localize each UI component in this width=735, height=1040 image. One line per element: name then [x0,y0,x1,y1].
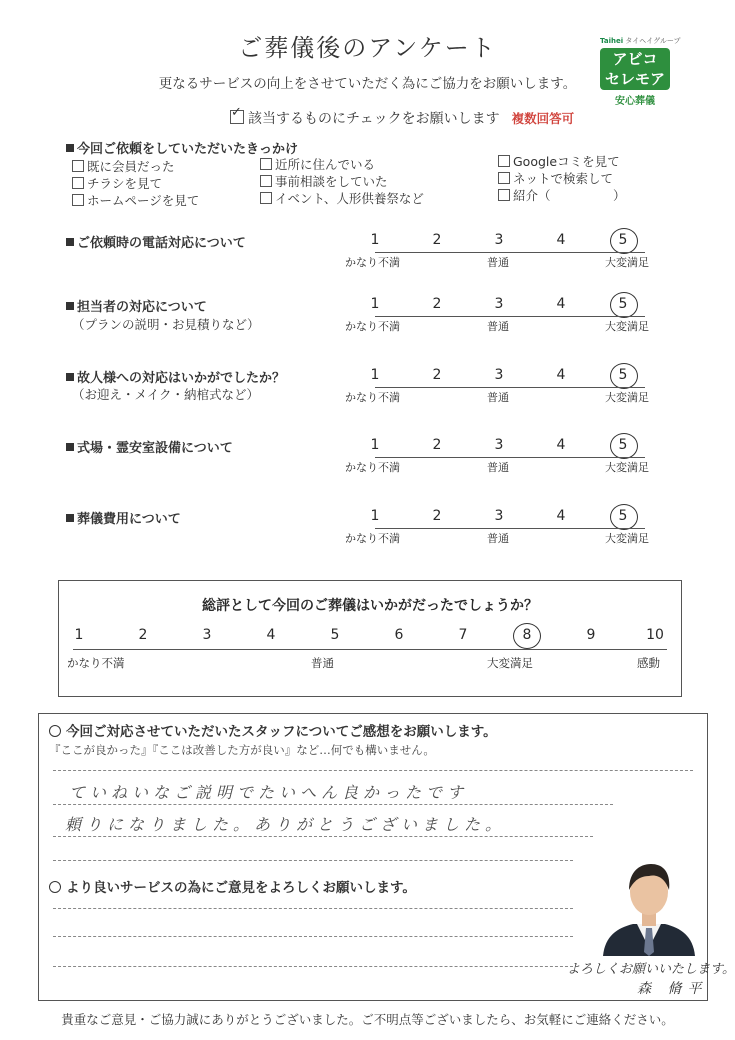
overall-question: 総評として今回のご葬儀はいかがだったでしょうか？ [202,598,538,614]
checkbox[interactable] [260,158,272,170]
overall-selected-circle [513,623,541,649]
rating-option-2[interactable]: 2 [432,232,442,248]
low-label: かなり不満 [345,532,400,545]
rating-option-3[interactable]: 3 [494,508,504,524]
rating-option-1[interactable]: 1 [370,232,380,248]
footer-text: 貴重なご意見・ご協力誠にありがとうございました。ご不明点等ございましたら、お気軽にご連絡ください。 [61,1012,674,1027]
scale-line [375,387,645,388]
staff-hint: 『ここが良かった』『ここは改善した方が良い』など…何でも構いません。 [49,743,435,757]
high-label: 大変満足 [605,461,649,474]
high-label: 大変満足 [605,256,649,269]
mid-label: 普通 [487,320,509,333]
low-label: かなり不満 [345,320,400,333]
option-neighborhood[interactable]: 近所に住んでいる [260,155,375,173]
page-subtitle: 更なるサービスの向上をさせていただく為にご協力をお願いします。 [158,76,577,92]
option-google[interactable]: Googleコミを見て [498,152,620,170]
option-search[interactable]: ネットで検索して [498,169,613,187]
rating-option-4[interactable]: 4 [556,367,566,383]
page-title: ご葬儀後のアンケート [238,34,497,62]
rating-option-2[interactable]: 2 [432,367,442,383]
rating-title-phone: ご依頼時の電話対応について [66,232,246,251]
selected-circle [610,504,638,530]
option-homepage[interactable]: ホームページを見て [72,191,199,209]
low-label: かなり不満 [345,391,400,404]
checkbox[interactable] [260,192,272,204]
rating-scale[interactable] [345,232,655,282]
checkbox[interactable] [260,175,272,187]
logo-brand: Taihei [600,37,624,45]
rating-option-5[interactable]: 5 [618,367,628,383]
rating-option-1[interactable]: 1 [370,437,380,453]
handwritten-answer-line1: ていねいなご説明でたいへん良かったです [69,783,469,802]
rating-option-3[interactable]: 3 [494,296,504,312]
rating-scale[interactable] [345,508,655,558]
scale-line [375,457,645,458]
rating-option-2[interactable]: 2 [432,508,442,524]
overall-option-5[interactable]: 5 [330,627,340,643]
rating-option-1[interactable]: 1 [370,508,380,524]
rating-scale[interactable] [345,296,655,346]
overall-option-3[interactable]: 3 [202,627,212,643]
overall-option-2[interactable]: 2 [138,627,148,643]
overall-option-10[interactable]: 10 [646,627,664,643]
comment-box [38,713,735,1001]
checkbox[interactable] [498,155,510,167]
option-referral[interactable]: 紹介（ ） [498,186,626,204]
low-label: かなり不満 [345,461,400,474]
low-label: かなり不満 [345,256,400,269]
option-consultation[interactable]: 事前相談をしていた [260,172,388,190]
overall-option-4[interactable]: 4 [266,627,276,643]
rating-option-5[interactable]: 5 [618,508,628,524]
scale-line [375,252,645,253]
checkbox[interactable] [72,160,84,172]
overall-low-label: かなり不満 [67,656,125,670]
rating-option-3[interactable]: 3 [494,367,504,383]
staff-name: 森 脩平 [637,981,708,997]
scale-line [375,316,645,317]
rating-option-5[interactable]: 5 [618,437,628,453]
rating-option-4[interactable]: 4 [556,437,566,453]
high-label: 大変満足 [605,532,649,545]
rating-option-1[interactable]: 1 [370,367,380,383]
overall-mid-label: 普通 [311,656,334,670]
company-logo [600,36,700,107]
high-label: 大変満足 [605,320,649,333]
logo-line2: セレモア [604,70,665,88]
rating-option-4[interactable]: 4 [556,296,566,312]
rating-option-2[interactable]: 2 [432,437,442,453]
rating-scale[interactable] [345,367,655,417]
overall-rating-box [58,580,682,697]
rating-option-4[interactable]: 4 [556,508,566,524]
selected-circle [610,433,638,459]
overall-option-6[interactable]: 6 [394,627,404,643]
overall-option-7[interactable]: 7 [458,627,468,643]
rating-title-facility: 式場・霊安室設備について [66,437,233,456]
mid-label: 普通 [487,391,509,404]
overall-option-1[interactable]: 1 [74,627,84,643]
mid-label: 普通 [487,532,509,545]
improve-question: より良いサービスの為にご意見をよろしくお願いします。 [49,876,416,896]
rating-option-2[interactable]: 2 [432,296,442,312]
rating-title-staff: 担当者の対応について [66,296,207,315]
rating-note-staff: （プランの説明・お見積りなど） [72,317,260,332]
q1-title: 今回ご依頼をしていただいたきっかけ [66,138,298,157]
rating-option-4[interactable]: 4 [556,232,566,248]
checkbox-icon [230,110,244,124]
checkbox[interactable] [498,172,510,184]
rating-note-deceased: （お迎え・メイク・納棺式など） [72,387,260,402]
selected-circle [610,292,638,318]
mid-label: 普通 [487,256,509,269]
instruction [230,108,574,128]
rating-option-3[interactable]: 3 [494,232,504,248]
rating-title-deceased: 故人様への対応はいかがでしたか？ [66,367,285,386]
overall-top-label: 感動 [637,656,660,670]
rating-scale[interactable] [345,437,655,487]
option-flyer[interactable]: チラシを見て [72,174,162,192]
rating-option-5[interactable]: 5 [618,232,628,248]
logo-line1: アビコ [612,50,658,68]
rating-title-cost: 葬儀費用について [66,508,181,527]
selected-circle [610,363,638,389]
staff-photo [599,852,699,956]
selected-circle [610,228,638,254]
checkbox[interactable] [72,177,84,189]
overall-option-9[interactable]: 9 [586,627,596,643]
high-label: 大変満足 [605,391,649,404]
mid-label: 普通 [487,461,509,474]
overall-high-label: 大変満足 [487,656,533,670]
rating-option-5[interactable]: 5 [618,296,628,312]
rating-option-1[interactable]: 1 [370,296,380,312]
checkbox[interactable] [72,194,84,206]
staff-message: よろしくお願いいたします。 [567,962,735,977]
rating-option-3[interactable]: 3 [494,437,504,453]
multi-answer-label: 複数回答可 [511,111,575,126]
option-member[interactable]: 既に会員だった [72,157,175,175]
instruction-text: 該当するものにチェックをお願いします [248,111,500,127]
staff-question: 今回ご対応させていただいたスタッフについてご感想をお願いします。 [49,720,497,740]
logo-group: タイヘイグループ [625,37,681,45]
scale-line [375,528,645,529]
overall-option-8[interactable]: 8 [522,627,532,643]
checkbox[interactable] [498,189,510,201]
logo-tagline: 安心葬儀 [615,96,655,107]
overall-scale-line [73,649,667,650]
option-event[interactable]: イベント、人形供養祭など [260,189,424,207]
handwritten-answer-line2: 頼りになりました。ありがとうございました。 [65,815,507,834]
